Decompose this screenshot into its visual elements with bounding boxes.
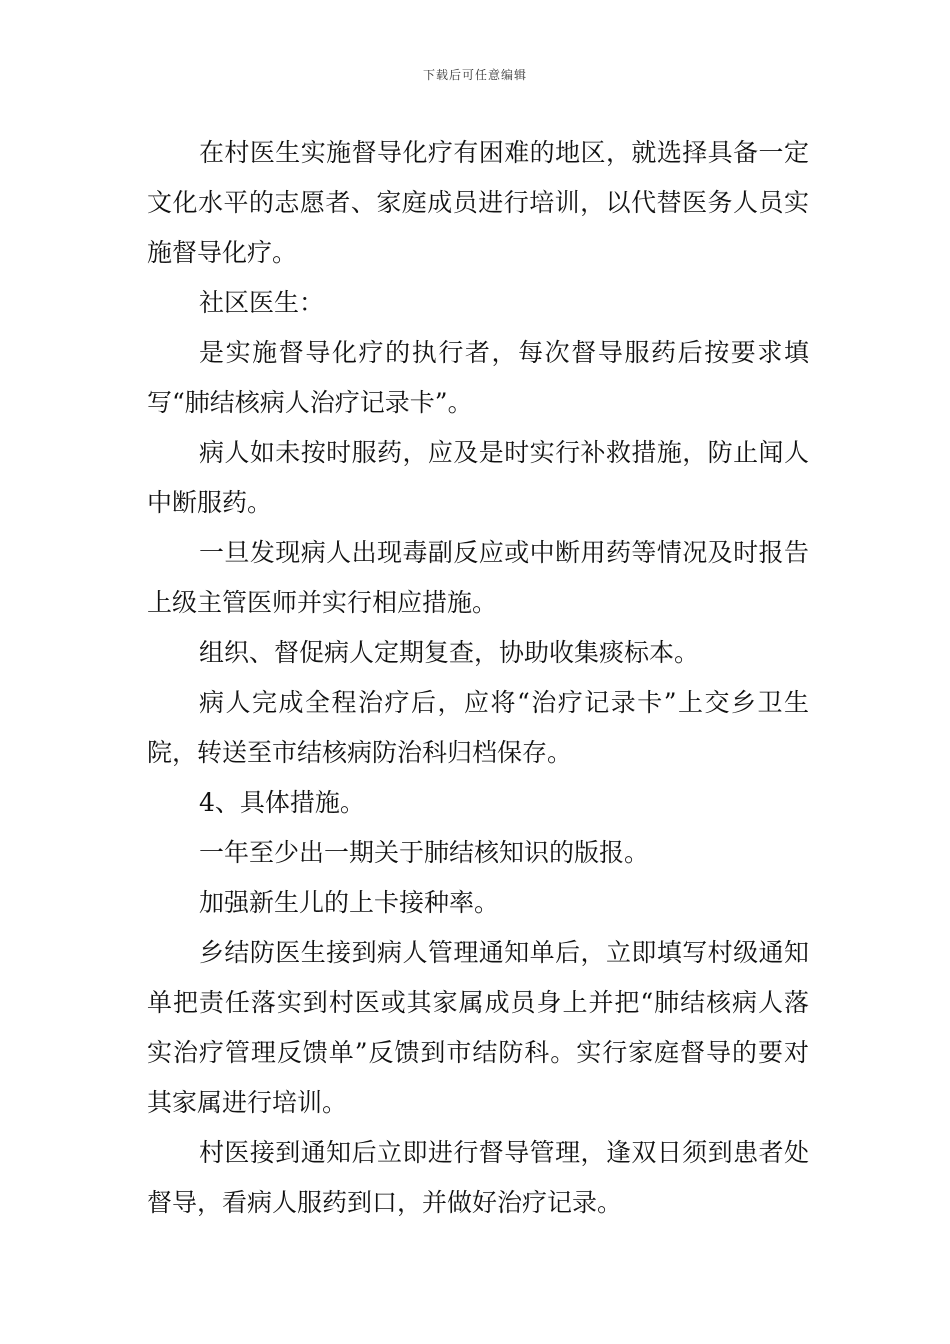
paragraph-2: 社区医生： <box>199 288 325 317</box>
header-note: 下载后可任意编辑 <box>422 68 527 82</box>
paragraph-7: 病人完成全程治疗后，应将“治疗记录卡”上交乡卫生院，转送至市结核病防治科归档保存。 <box>147 688 809 767</box>
paragraph-6: 组织、督促病人定期复查，协助收集痰标本。 <box>199 638 700 667</box>
paragraph-5: 一旦发现病人出现毒副反应或中断用药等情况及时报告上级主管医师并实行相应措施。 <box>147 538 809 617</box>
paragraph-10: 加强新生儿的上卡接种率。 <box>199 888 500 917</box>
paragraph-11: 乡结防医生接到病人管理通知单后，立即填写村级通知单把责任落实到村医或其家属成员身上并把“肺结核病人落实治疗管理反馈单”反馈到市结防科。实行家庭督导的要对其家属进行培训。 <box>147 938 809 1117</box>
paragraph-1: 在村医生实施督导化疗有困难的地区，就选择具备一定文化水平的志愿者、家庭成员进行培训，以代替医务人员实施督导化疗。 <box>147 138 809 267</box>
paragraph-12: 村医接到通知后立即进行督导管理，逢双日须到患者处督导，看病人服药到口，并做好治疗记录。 <box>147 1138 809 1217</box>
paragraph-9: 一年至少出一期关于肺结核知识的版报。 <box>199 838 650 867</box>
paragraph-4: 病人如未按时服药，应及是时实行补救措施，防止闻人中断服药。 <box>147 438 809 517</box>
paragraph-8: 4、具体措施。 <box>199 788 365 817</box>
document-body <box>147 128 809 1228</box>
paragraph-3: 是实施督导化疗的执行者，每次督导服药后按要求填写“肺结核病人治疗记录卡”。 <box>147 338 809 417</box>
